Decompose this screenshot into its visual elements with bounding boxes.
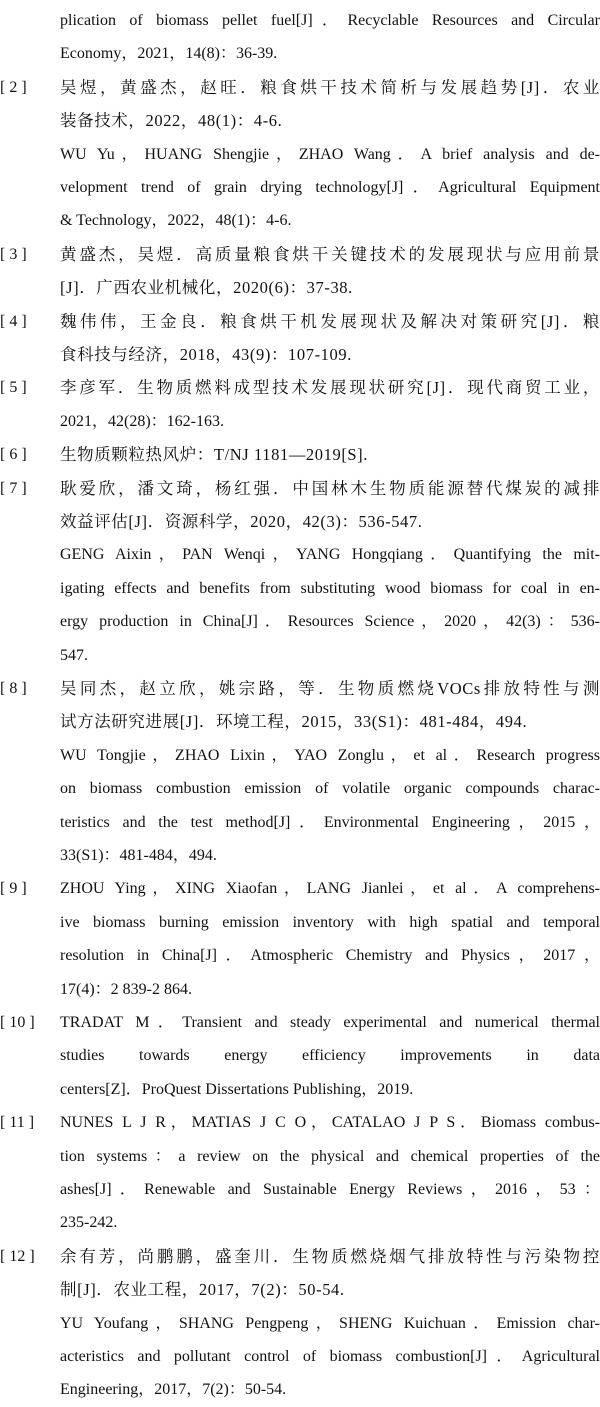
reference-line: 效益评估[J]．资源科学，2020，42(3)：536-547. [60, 511, 423, 531]
reference-number: [ 7 ] [0, 479, 27, 497]
reference-line: 食科技与经济，2018，43(9)：107-109. [60, 344, 352, 364]
reference-text-chinese [60, 71, 600, 138]
reference-text-chinese [60, 472, 600, 539]
reference-line: 吴煜，黄盛杰，赵旺．粮食烘干技术简析与发展趋势[J]．农业 [60, 77, 600, 97]
reference-number: [ 9 ] [0, 880, 27, 898]
reference-line: plication of biomass pellet fuel[J]．Recyclable Resources and Circular [60, 12, 600, 29]
reference-line: 2021，42(28)：162-163. [60, 412, 224, 430]
reference-line: igating effects and benefits from substituting wood biomass for coal in en- [60, 579, 600, 597]
reference-number: [ 6 ] [0, 446, 27, 464]
reference-line: GENG Aixin，PAN Wenqi，YANG Hongqiang．Quantifying the mit- [60, 546, 600, 564]
reference-line: tion systems：a review on the physical and chemical properties of the [60, 1147, 600, 1165]
reference-text-chinese [60, 438, 600, 471]
reference-line: 235-242. [60, 1214, 118, 1232]
reference-line: 李彦军．生物质燃料成型技术发展现状研究[J]．现代商贸工业， [60, 378, 600, 398]
reference-text-english [60, 4, 600, 71]
reference-number: [ 4 ] [0, 312, 27, 330]
reference-text-chinese [60, 371, 600, 438]
reference-number: [ 5 ] [0, 379, 27, 397]
reference-line: 试方法研究进展[J]．环境工程，2015，33(S1)：481-484，494. [60, 712, 528, 732]
reference-text-chinese [60, 1240, 600, 1307]
reference-line: NUNES L J R，MATIAS J C O，CATALAO J P S．Biomass combus- [60, 1114, 600, 1132]
reference-line: 制[J]．农业工程，2017，7(2)：50-54. [60, 1280, 345, 1300]
reference-line: 余有芳，尚鹏鹏，盛奎川．生物质燃烧烟气排放特性与污染物控 [60, 1246, 600, 1266]
reference-text-chinese [60, 238, 600, 305]
reference-line: ive biomass burning emission inventory with high spatial and temporal [60, 913, 600, 931]
reference-number: [ 2 ] [0, 78, 27, 96]
reference-line: ashes[J]．Renewable and Sustainable Energy Reviews，2016，53： [60, 1180, 600, 1198]
reference-number: [ 10 ] [0, 1014, 35, 1031]
reference-line: TRADAT M．Transient and steady experimental and numerical thermal [60, 1014, 600, 1031]
reference-line: WU Tongjie，ZHAO Lixin，YAO Zonglu，et al．Research progress [60, 746, 600, 764]
reference-text-english [60, 739, 600, 873]
reference-line: teristics and the test method[J]．Environmental Engineering，2015， [60, 813, 600, 831]
reference-line: Economy，2021，14(8)：36-39. [60, 45, 278, 63]
reference-line: velopment trend of grain drying technology[J]．Agricultural Equipment [60, 178, 600, 196]
reference-line: centers[Z]．ProQuest Dissertations Publishing，2019. [60, 1080, 414, 1098]
reference-line: Engineering，2017，7(2)：50-54. [60, 1381, 287, 1399]
reference-line: 装备技术，2022，48(1)：4-6. [60, 111, 283, 131]
reference-line: 魏伟伟，王金良．粮食烘干机发展现状及解决对策研究[J]．粮 [60, 311, 600, 331]
reference-number: [ 8 ] [0, 680, 27, 697]
reference-line: resolution in China[J]．Atmospheric Chemistry and Physics，2017， [60, 947, 600, 965]
reference-line: 547. [60, 646, 88, 664]
reference-line: [J]．广西农业机械化，2020(6)：37-38. [60, 278, 353, 298]
reference-text-english [60, 1106, 600, 1240]
reference-line: 17(4)：2 839-2 864. [60, 980, 192, 998]
reference-line: 吴同杰，赵立欣，姚宗路，等．生物质燃烧VOCs排放特性与测 [60, 679, 600, 698]
reference-text-english [60, 138, 600, 238]
reference-number: [ 3 ] [0, 245, 27, 263]
reference-line: ZHOU Ying，XING Xiaofan，LANG Jianlei，et al．A comprehens- [60, 880, 600, 898]
reference-text-chinese [60, 305, 600, 372]
reference-line: 33(S1)：481-484，494. [60, 846, 217, 864]
reference-line: 耿爱欣，潘文琦，杨红强．中国林木生物质能源替代煤炭的减排 [60, 478, 600, 498]
reference-text-english [60, 1006, 600, 1106]
reference-line: YU Youfang，SHANG Pengpeng，SHENG Kuichuan．Emission char- [60, 1314, 600, 1332]
reference-line: WU Yu，HUANG Shengjie，ZHAO Wang．A brief analysis and de- [60, 145, 600, 163]
reference-line: 黄盛杰，吴煜．高质量粮食烘干关键技术的发展现状与应用前景 [60, 244, 600, 264]
reference-number: [ 12 ] [0, 1247, 35, 1265]
reference-text-english [60, 1307, 600, 1407]
reference-line: ergy production in China[J]．Resources Science，2020，42(3)：536- [60, 613, 600, 631]
reference-line: acteristics and pollutant control of biomass combustion[J]．Agricultural [60, 1347, 600, 1365]
reference-line: studies towards energy efficiency improvements in data [60, 1047, 600, 1065]
reference-text-english [60, 538, 600, 672]
reference-text-chinese [60, 672, 600, 739]
reference-number: [ 11 ] [0, 1114, 35, 1132]
reference-line: on biomass combustion emission of volatile organic compounds charac- [60, 780, 600, 798]
reference-line: & Technology，2022，48(1)：4-6. [60, 212, 292, 230]
reference-text-english [60, 872, 600, 1006]
reference-line: 生物质颗粒热风炉：T/NJ 1181—2019[S]. [60, 445, 369, 465]
